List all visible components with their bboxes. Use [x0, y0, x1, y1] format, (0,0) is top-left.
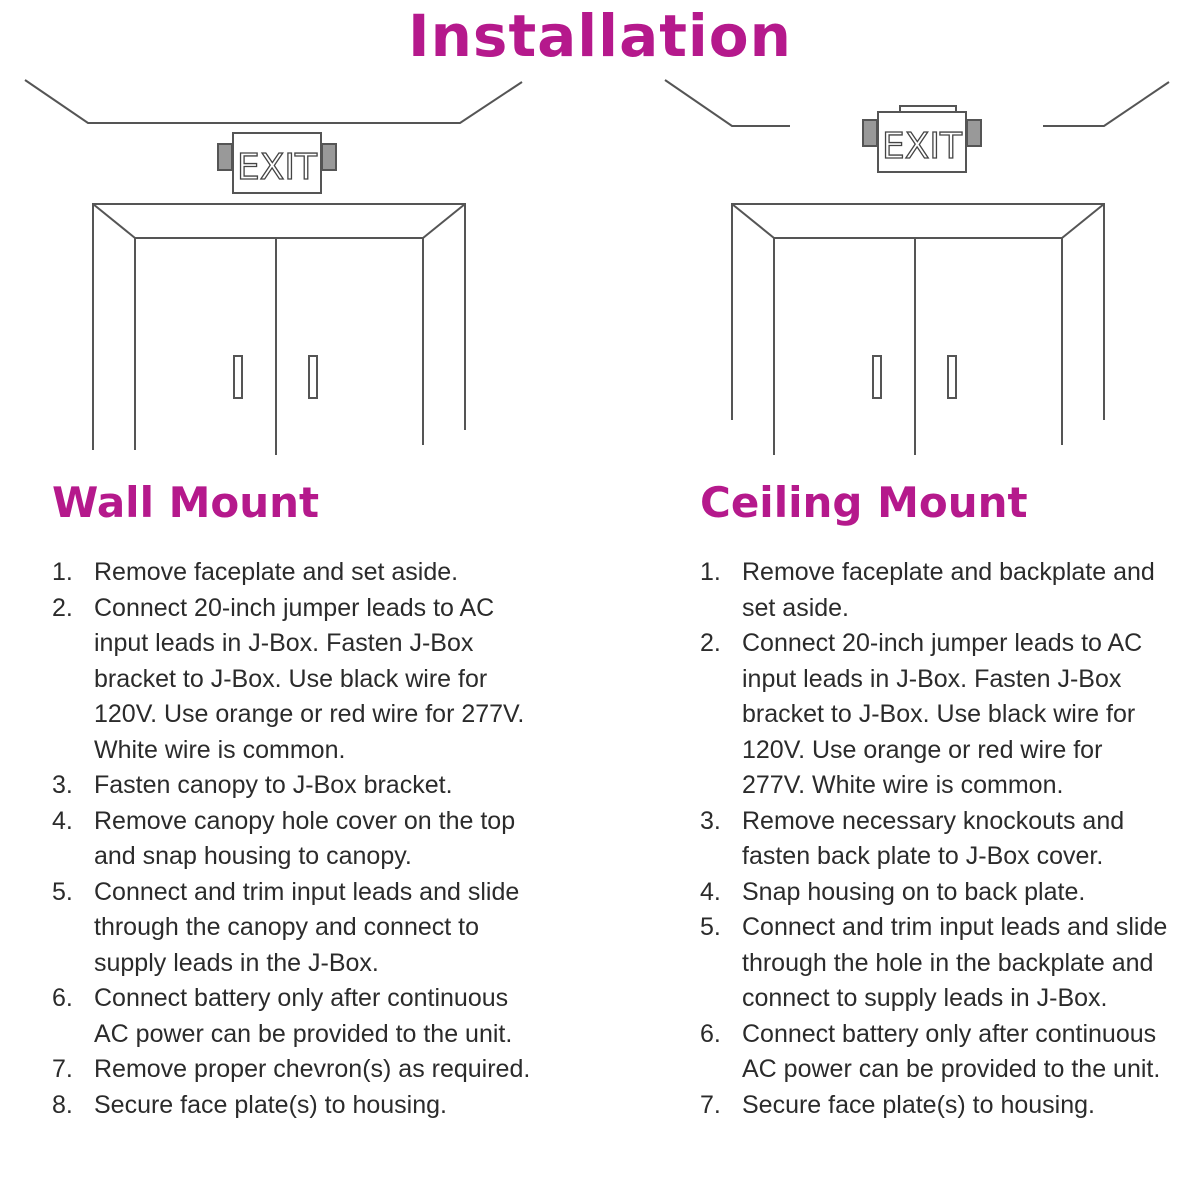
door-handle-left	[873, 356, 881, 398]
step-number: 8.	[52, 1090, 73, 1119]
page-title: Installation	[408, 2, 792, 70]
step-number: 3.	[700, 806, 721, 835]
step-item	[52, 804, 532, 875]
door-frame-outer	[732, 204, 1104, 420]
door-frame-inner	[135, 238, 423, 450]
ceiling-line	[25, 80, 522, 123]
wall-mount-steps	[52, 555, 532, 1123]
step-text: Remove proper chevron(s) as required.	[94, 1055, 531, 1083]
step-item	[52, 875, 532, 982]
step-item	[700, 910, 1170, 1017]
step-item	[52, 591, 532, 769]
step-text: Connect battery only after continuous AC power can be provided to the unit.	[742, 1019, 1161, 1083]
wall-mount-illustration	[0, 70, 600, 470]
door-handle-right	[948, 356, 956, 398]
step-number: 7.	[700, 1090, 721, 1119]
step-item	[700, 1088, 1170, 1124]
step-number: 2.	[52, 593, 73, 622]
step-number: 6.	[700, 1019, 721, 1048]
step-item	[700, 626, 1170, 804]
wall-mount-heading: Wall Mount	[52, 478, 320, 527]
step-item	[52, 1088, 532, 1124]
step-number: 2.	[700, 629, 721, 657]
step-text: Remove faceplate and backplate and set aside.	[742, 558, 1155, 622]
ceiling-line-right	[1043, 82, 1169, 126]
ceiling-mount-heading: Ceiling Mount	[700, 478, 1028, 527]
door-handle-right	[309, 356, 317, 398]
step-item	[52, 555, 532, 591]
step-text: Connect battery only after continuous AC power can be provided to the unit.	[94, 984, 513, 1048]
ceiling-mount-illustration	[640, 70, 1200, 470]
step-text: Connect and trim input leads and slide through the canopy and connect to supply leads in the J-Box.	[94, 877, 520, 977]
ceiling-mount-steps	[700, 555, 1170, 1123]
exit-sign	[218, 133, 336, 193]
exit-sign	[863, 106, 981, 172]
step-number: 1.	[52, 558, 73, 586]
step-text: Connect 20-inch jumper leads to AC input leads in J-Box. Fasten J-Box bracket to J-Box. Use black wire for 120V. Use orange or red wire for 277V. White wire is common.	[742, 629, 1143, 799]
step-item	[700, 1017, 1170, 1088]
step-item	[700, 804, 1170, 875]
exit-sign-text: EXIT	[236, 147, 318, 188]
step-text: Remove faceplate and set aside.	[94, 558, 459, 586]
step-number: 3.	[52, 771, 73, 799]
step-item	[52, 981, 532, 1052]
step-number: 1.	[700, 558, 721, 586]
step-text: Fasten canopy to J-Box bracket.	[94, 771, 453, 799]
step-number: 7.	[52, 1055, 73, 1083]
step-text: Connect and trim input leads and slide through the hole in the backplate and connect to supply leads in J-Box.	[742, 913, 1168, 1012]
step-item	[52, 768, 532, 804]
door-frame-outer	[93, 204, 465, 450]
step-text: Secure face plate(s) to housing.	[742, 1090, 1095, 1119]
step-number: 5.	[52, 877, 73, 906]
ceiling-line-left	[665, 80, 790, 126]
step-text: Remove necessary knockouts and fasten back plate to J-Box cover.	[742, 806, 1125, 870]
step-item	[700, 875, 1170, 911]
step-item	[52, 1052, 532, 1088]
exit-sign-text: EXIT	[881, 126, 963, 167]
step-text: Connect 20-inch jumper leads to AC input leads in J-Box. Fasten J-Box bracket to J-Box. Use black wire for 120V. Use orange or red wire for 277V. White wire is common.	[94, 593, 525, 764]
step-number: 4.	[52, 806, 73, 835]
step-number: 5.	[700, 913, 721, 941]
step-item	[700, 555, 1170, 626]
door-frame-inner	[774, 238, 1062, 455]
step-text: Remove canopy hole cover on the top and snap housing to canopy.	[94, 806, 516, 870]
step-text: Secure face plate(s) to housing.	[94, 1090, 447, 1119]
step-number: 4.	[700, 877, 721, 906]
step-number: 6.	[52, 984, 73, 1012]
step-text: Snap housing on to back plate.	[742, 877, 1086, 906]
door-handle-left	[234, 356, 242, 398]
